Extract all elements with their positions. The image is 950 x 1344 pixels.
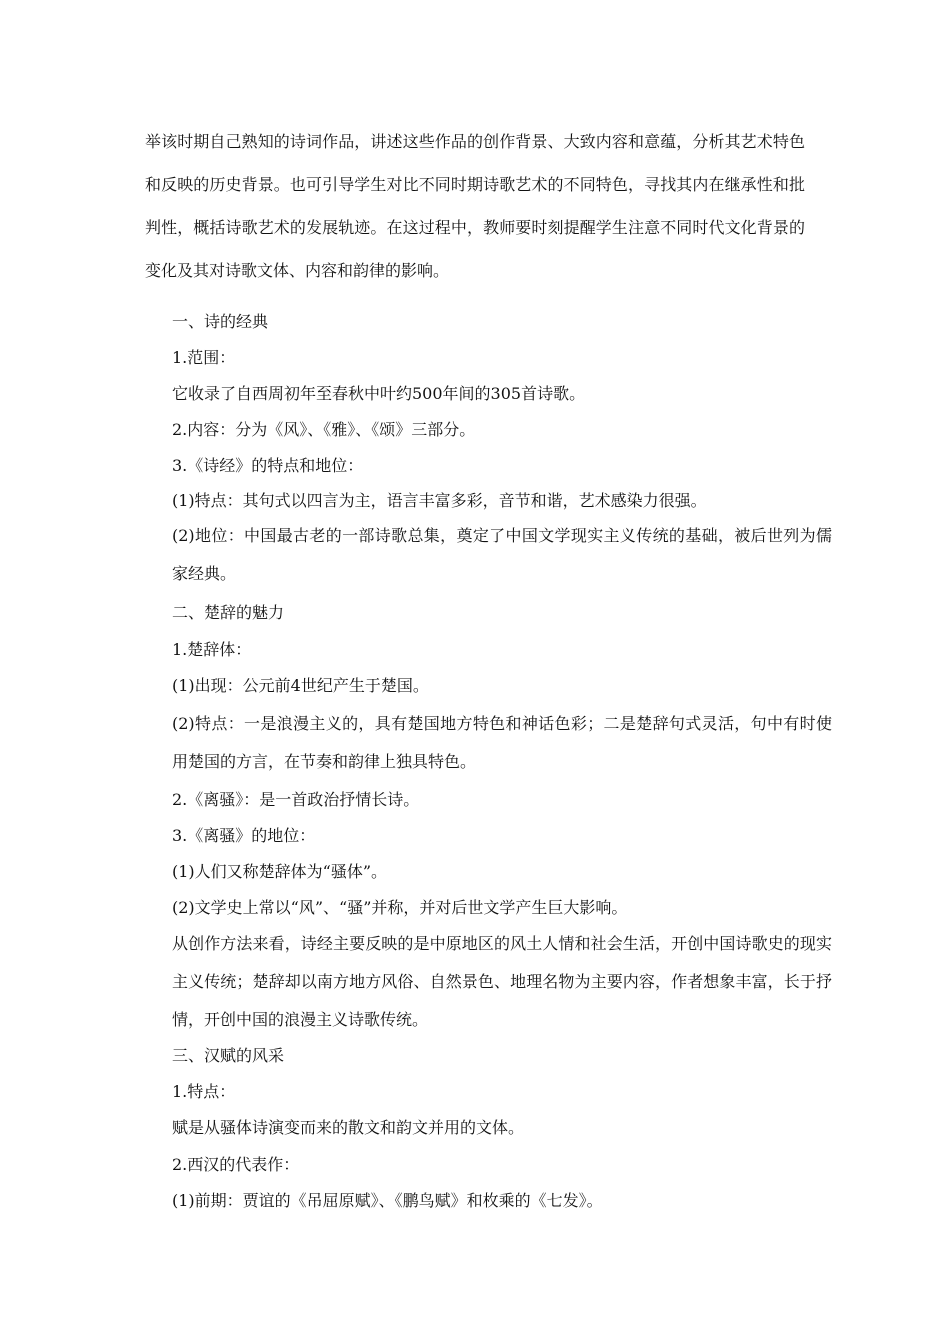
section-1-heading: 一、诗的经典 <box>172 312 269 331</box>
section-2-style-label: 1.楚辞体： <box>172 640 252 659</box>
section-1-scope-text: 它收录了自西周初年至春秋中叶约500年间的305首诗歌。 <box>172 384 586 403</box>
section-1-content: 2.内容：分为《风》、《雅》、《颂》三部分。 <box>172 420 476 439</box>
section-1-scope-label: 1.范围： <box>172 348 236 367</box>
section-1-feature-2: (2)地位：中国最古老的一部诗歌总集，奠定了中国文学现实主义传统的基础，被后世列为儒家经典。 <box>172 526 832 583</box>
section-2-origin: (1)出现：公元前4世纪产生于楚国。 <box>172 676 429 695</box>
section-2-status-1: (1)人们又称楚辞体为“骚体”。 <box>172 862 388 881</box>
section-3-heading: 三、汉赋的风采 <box>172 1046 285 1065</box>
section-1-feature-1: (1)特点：其句式以四言为主，语言丰富多彩，音节和谐，艺术感染力很强。 <box>172 491 707 510</box>
section-2-traits: (2)特点：一是浪漫主义的，具有楚国地方特色和神话色彩；二是楚辞句式灵活，句中有时使用楚国的方言，在节奏和韵律上独具特色。 <box>172 714 832 771</box>
section-3-works-label: 2.西汉的代表作： <box>172 1155 300 1174</box>
section-2-heading: 二、楚辞的魅力 <box>172 603 285 622</box>
section-2-comparison: 从创作方法来看，诗经主要反映的是中原地区的风土人情和社会生活，开创中国诗歌史的现实主义传统；楚辞却以南方地方风俗、自然景色、地理名物为主要内容，作者想象丰富，长于抒情，开创中国的浪漫主义诗歌传统。 <box>172 934 832 1029</box>
section-2-lisao-status-label: 3.《离骚》的地位： <box>172 826 316 845</box>
section-2-status-2: (2)文学史上常以“风”、“骚”并称，并对后世文学产生巨大影响。 <box>172 898 628 917</box>
section-2-lisao: 2.《离骚》：是一首政治抒情长诗。 <box>172 790 420 809</box>
intro-paragraph: 举该时期自己熟知的诗词作品，讲述这些作品的创作背景、大致内容和意蕴，分析其艺术特色和反映的历史背景。也可引导学生对比不同时期诗歌艺术的不同特色，寻找其内在继承性和批判性，概括诗歌艺术的发展轨迹。在这过程中，教师要时刻提醒学生注意不同时代文化背景的变化及其对诗歌文体、内容和韵律的影响。 <box>145 132 805 280</box>
section-3-works-1: (1)前期：贾谊的《吊屈原赋》、《鹏鸟赋》和枚乘的《七发》。 <box>172 1191 603 1210</box>
section-3-features-label: 1.特点： <box>172 1082 236 1101</box>
section-3-features-text: 赋是从骚体诗演变而来的散文和韵文并用的文体。 <box>172 1118 525 1137</box>
section-1-features-label: 3.《诗经》的特点和地位： <box>172 456 364 475</box>
